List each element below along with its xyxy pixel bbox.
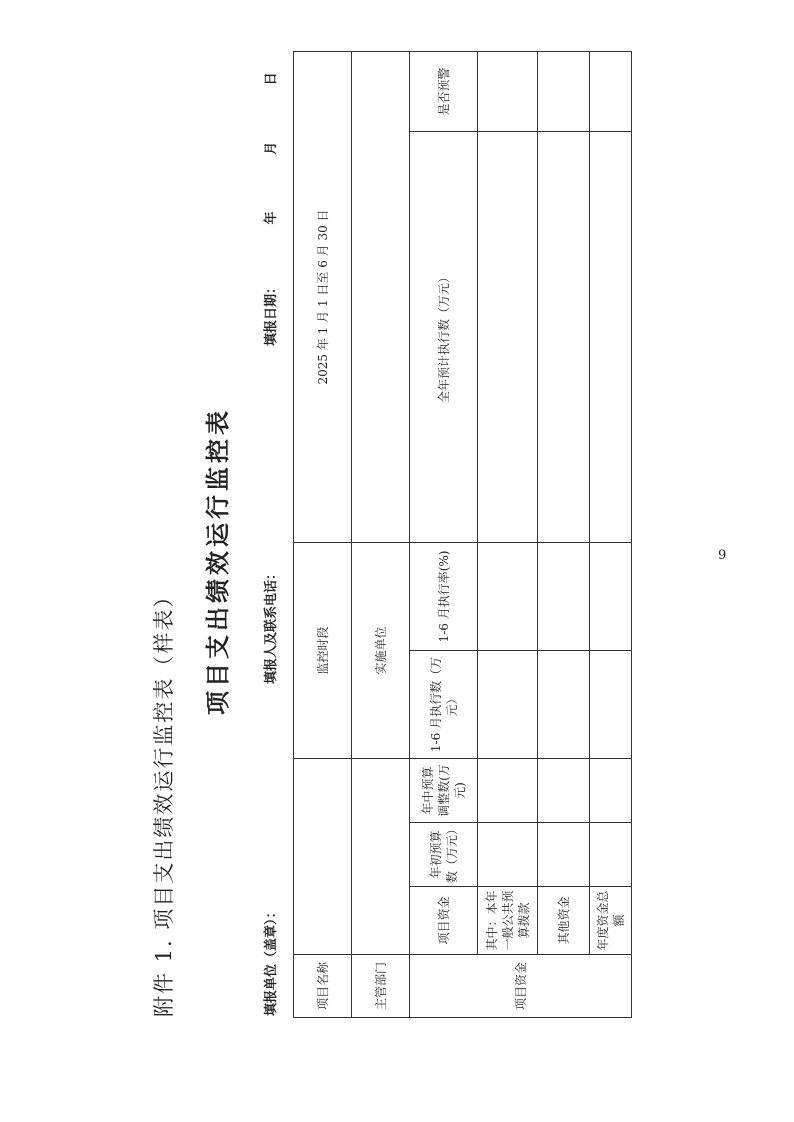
page-number: 9 xyxy=(718,548,727,563)
cell[interactable] xyxy=(590,758,632,822)
row-general-budget xyxy=(478,51,538,1017)
form-title: 项目支出绩效运行监控表 xyxy=(204,407,232,715)
project-name-label: 项目名称 xyxy=(294,955,352,1018)
cell[interactable] xyxy=(478,823,538,887)
cell[interactable] xyxy=(538,758,590,822)
cell[interactable] xyxy=(590,650,632,758)
cell[interactable] xyxy=(538,51,590,131)
funds-sub-label: 项目资金 xyxy=(410,887,478,955)
monitor-table xyxy=(293,51,632,1018)
cell[interactable] xyxy=(590,542,632,650)
cell[interactable] xyxy=(478,542,538,650)
impl-unit-label: 实施单位 xyxy=(352,542,410,758)
mid-adjust-header: 年中预算调整数(万元) xyxy=(410,758,478,822)
exec-rate-header: 1-6 月执行率(%) xyxy=(410,542,478,650)
fill-date xyxy=(260,72,279,346)
dept-value[interactable] xyxy=(352,758,410,954)
row-total-funds xyxy=(590,51,632,1017)
cell[interactable] xyxy=(538,131,590,542)
contact-label: 填报人及联系电话： xyxy=(264,566,279,684)
cell[interactable] xyxy=(590,131,632,542)
row-project-name xyxy=(294,51,352,1017)
cell[interactable] xyxy=(478,51,538,131)
project-funds-label: 项目资金 xyxy=(410,955,632,1018)
impl-unit-value[interactable] xyxy=(352,51,410,542)
attachment-title: 附件 1. 项目支出绩效运行监控表（样表） xyxy=(152,584,176,1017)
cell[interactable] xyxy=(538,650,590,758)
total-funds-label: 年度资金总额 xyxy=(590,887,632,955)
date-year: 年 xyxy=(264,211,279,225)
row-other-funds xyxy=(538,51,590,1017)
dept-label: 主管部门 xyxy=(352,955,410,1018)
forecast-header: 全年预计执行数（万元） xyxy=(410,131,478,542)
cell[interactable] xyxy=(478,650,538,758)
warning-header: 是否预警 xyxy=(410,51,478,131)
monitor-period-label: 监控时段 xyxy=(294,542,352,758)
date-label: 填报日期： xyxy=(264,280,279,346)
cell[interactable] xyxy=(478,131,538,542)
date-month: 月 xyxy=(264,141,279,155)
other-funds-label: 其他资金 xyxy=(538,887,590,955)
monitor-period-value: 2025 年 1 月 1 日至 6 月 30 日 xyxy=(294,51,352,542)
cell[interactable] xyxy=(590,51,632,131)
project-name-value[interactable] xyxy=(294,758,352,954)
fill-unit-label: 填报单位（盖章）： xyxy=(264,905,279,1016)
initial-budget-header: 年初预算数（万元） xyxy=(410,823,478,887)
general-budget-label: 其中：本年一般公共预算拨款 xyxy=(478,887,538,955)
exec-1-6-header: 1-6 月执行数（万元） xyxy=(410,650,478,758)
date-day: 日 xyxy=(264,72,279,86)
cell[interactable] xyxy=(478,758,538,822)
row-dept xyxy=(352,51,410,1017)
cell[interactable] xyxy=(590,823,632,887)
cell[interactable] xyxy=(538,542,590,650)
cell[interactable] xyxy=(538,823,590,887)
row-funds-header xyxy=(410,51,478,1017)
